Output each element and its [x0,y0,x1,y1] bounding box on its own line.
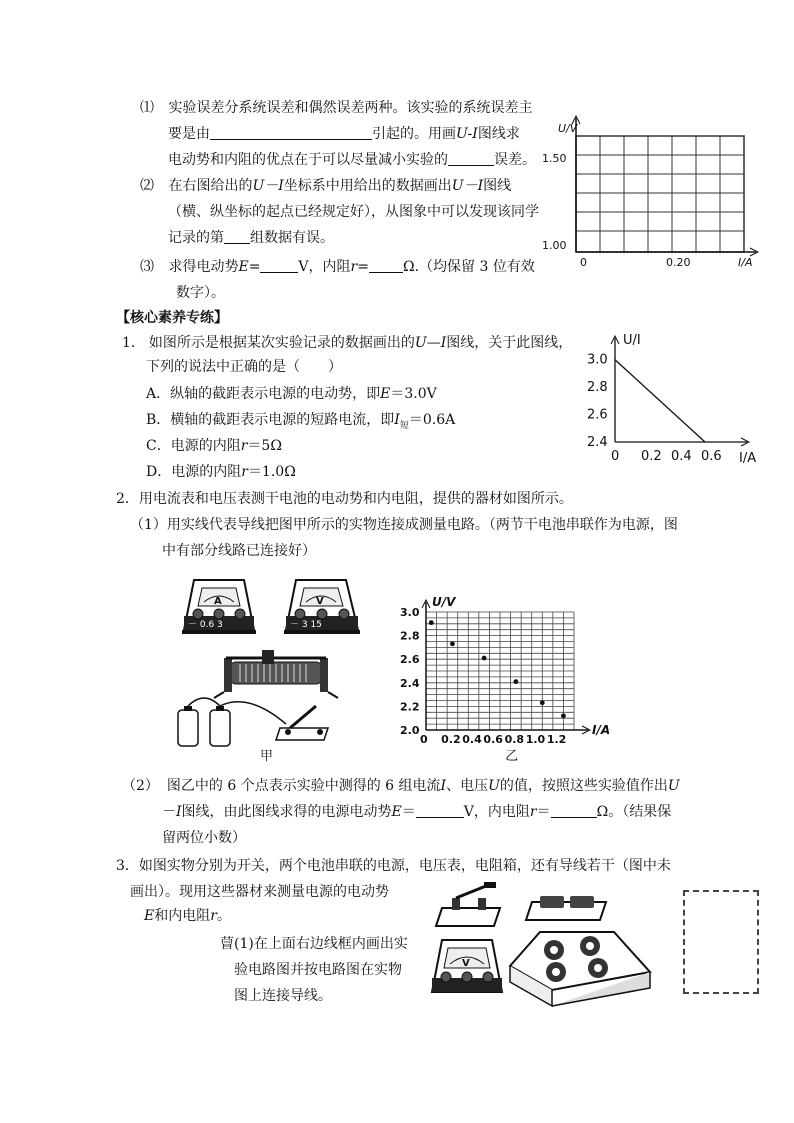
p1-option-c[interactable]: C．电源的内阻r＝5Ω [146,438,282,454]
x-tick-label: 0.6 [701,449,722,464]
prev-q2-line3: 记录的第 组数据有误。 [168,230,334,246]
p1-ui-chart [585,332,765,472]
chart1-x-label: I/A [739,451,757,466]
rheostat [214,650,338,698]
x-tick-label: 0.8 [504,733,525,746]
x-tick-label: 0.4 [671,449,692,464]
voltmeter-p3-letter: V [462,958,470,969]
answer-blank[interactable] [416,803,464,818]
y-tick-label: 2.0 [400,724,420,737]
chart1-y-label: U/I [623,333,641,348]
data-point [482,656,487,661]
p3-sub-line1: 萺(1)在上面右边线框内画出实 [220,936,408,952]
ammeter [182,580,256,634]
chart2-x-label: I/A [592,723,611,737]
section-heading: 【核心素养专练】 [116,310,228,326]
p2-q1-line2: 中有部分线路已连接好） [162,543,316,559]
p1-option-d[interactable]: D．电源的内阻r＝1.0Ω [146,464,296,480]
prev-q1-line2: 要是由 引起的。用画U-I图线求 [168,126,520,142]
x-tick-label: 0.4 [462,733,482,746]
y-tick-label: 2.6 [400,653,420,667]
p2-uI-scatter-chart [396,590,626,762]
p3-line1: 3．如图实物分别为开关，两个电池串联的电源，电压表，电阻箱，还有导线若干（图中未 [116,858,671,874]
y-tick-label: 2.8 [587,380,608,396]
x-tick-label: 1.0 [525,733,546,746]
answer-blank[interactable] [551,803,597,818]
prev-q3-line1: ⑶ 求得电动势E= V，内阻r= Ω.（均保留 3 位有效 [140,259,535,275]
data-point [540,700,545,705]
chart-axes [611,336,749,446]
y-axis-label: U/V [558,122,578,135]
chart2-y-label: U/V [432,595,456,609]
p1-option-a[interactable]: A．纵轴的截距表示电源的电动势，即E＝3.0V [146,386,437,402]
chart-series [615,360,705,442]
chart-ticks [587,353,722,464]
y-tick-label: 2.4 [400,676,420,690]
battery-box [526,896,606,920]
prev-q2-line1: ⑵ 在右图给出的U－I坐标系中用给出的数据画出U－I图线 [140,178,512,194]
chart-grid [426,612,574,730]
p2-q2-line3: 留两位小数） [162,830,246,846]
prev-q1-line1: ⑴ 实验误差分系统误差和偶然误差两种。该实验的系统误差主 [140,100,533,116]
series-line [615,360,705,442]
y-tick-top: 1.50 [542,152,567,165]
p2-stem: 2．用电流表和电压表测干电池的电动势和内电阻，提供的器材如图所示。 [116,491,573,507]
x-tick-origin: 0 [580,256,587,269]
chart-ticks [400,606,566,746]
p3-sub-line2: 验电路图并按电路图在实物 [234,962,402,978]
chart2-caption: 乙 [505,749,519,764]
y-tick-label: 2.2 [400,700,420,714]
answer-blank[interactable] [369,258,403,273]
p1-stem-line1: 1． 如图所示是根据某次实验记录的数据画出的U—I图线，关于此图线， [122,335,573,351]
y-tick-label: 2.4 [587,435,608,450]
p3-line2: 画出）。现用这些器材来测量电源的电动势 [130,884,389,900]
voltmeter-letter: V [316,596,324,607]
answer-blank[interactable] [210,125,372,140]
data-point [513,679,518,684]
voltmeter-terminals: － 3 15 [290,620,322,630]
y-tick-bottom: 1.00 [542,239,567,252]
voltmeter [284,580,360,634]
x-tick-label: 0.2 [441,733,461,746]
fig-jia-apparatus [168,572,368,762]
ammeter-terminals: － 0.6 3 [188,620,223,630]
fig-jia-caption: 甲 [260,749,274,764]
grid-lines [576,136,744,252]
prev-q3-line2: 数字）。 [176,285,225,301]
p2-q1-line1: （1）用实线代表导线把图甲所示的实物连接成测量电路。（两节干电池串联作为电源，图 [130,517,678,533]
battery-pack [178,698,286,746]
y-tick-label: 3.0 [587,352,608,368]
y-tick-label: 3.0 [400,606,420,619]
p3-line3: E和内电阻r。 [144,908,231,924]
circuit-drawing-frame[interactable] [683,890,759,994]
ammeter-letter: A [214,596,222,607]
prev-q1-line3: 电动势和内阻的优点在于可以尽量减小实验的 误差。 [168,152,536,168]
x-axis-label: I/A [738,256,753,269]
data-point [429,620,434,625]
knife-switch [436,882,500,926]
data-point [450,641,455,646]
p3-apparatus [428,880,668,1010]
x-tick-mid: 0.20 [666,256,691,269]
p3-sub-line3: 图上连接导线。 [234,988,332,1004]
x-tick-label: 0 [611,449,620,464]
voltmeter-p3 [432,940,502,992]
x-tick-label: 0.2 [641,449,662,464]
x-tick-label: 1.2 [546,733,567,746]
answer-blank[interactable] [260,258,298,273]
y-tick-label: 2.6 [587,407,608,423]
p1-option-b[interactable]: B．横轴的截距表示电源的短路电流，即$I_短=0.6A$ [146,412,456,431]
p2-q2-line2: －I图线，由此图线求得的电源电动势E＝ V，内电阻r＝ Ω。（结果保 [162,804,672,820]
prev-q2-line2: （横、纵坐标的起点已经规定好），从图象中可以发现该同学 [168,204,539,220]
data-point [561,713,566,718]
p1-stem-line2: 下列的说法中正确的是（ ） [146,359,342,375]
y-tick-label: 2.8 [400,629,420,643]
answer-blank[interactable] [224,229,250,244]
x-tick-label: 0.6 [483,733,503,746]
chart-series [429,620,566,718]
resistance-box [510,932,650,1006]
x-tick-label: 0 [420,733,428,746]
p2-q2-line1: （2） 图乙中的 6 个点表示实验中测得的 6 组电流I、电压U的值，按照这些实验值作出U [122,778,680,794]
answer-blank[interactable] [448,151,494,166]
prev-uI-grid [542,110,768,270]
